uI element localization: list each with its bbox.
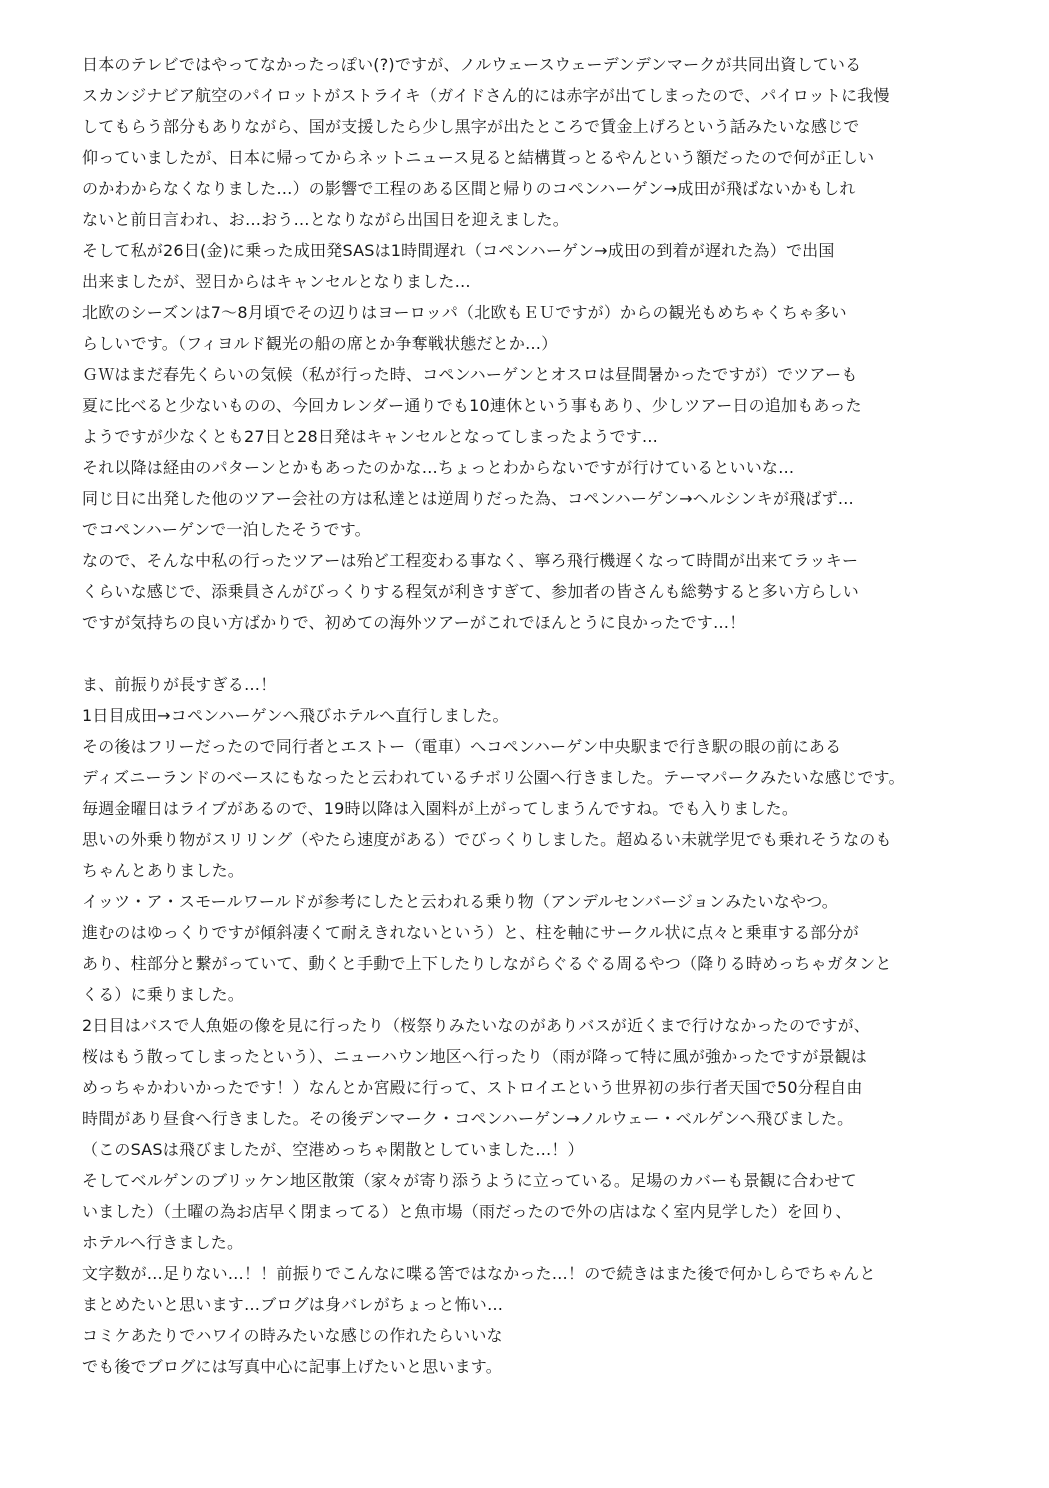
text-line: スカンジナビア航空のパイロットがストライキ（ガイドさん的には赤字が出てしまったので、パイロットに我慢 [82,86,890,105]
text-line: ようですが少なくとも27日と28日発はキャンセルとなってしまったようです… [82,427,659,446]
text-line: でコペンハーゲンで一泊したそうです。 [82,520,371,539]
text-line: それ以降は経由のパターンとかもあったのかな…ちょっとわからないですが行けているといいな… [82,458,795,477]
text-line: 毎週金曜日はライブがあるので、19時以降は入園料が上がってしまうんですね。でも入りました。 [82,799,799,818]
text-line: でも後でブログには写真中心に記事上げたいと思います。 [82,1357,502,1376]
text-line: 文字数が…足りない…！！前振りでこんなに喋る筈ではなかった…！ので続きはまた後で何かしらでちゃんと [82,1264,876,1283]
text-line: まとめたいと思います…ブログは身バレがちょっと怖い… [82,1295,504,1314]
text-line: ま、前振りが長すぎる…！ [82,675,277,694]
text-line: 同じ日に出発した他のツアー会社の方は私達とは逆周りだった為、コペンハーゲン→ヘルシンキが飛ばず… [82,489,854,508]
text-line: あり、柱部分と繋がっていて、動くと手動で上下したりしながらぐるぐる周るやつ（降りる時めっちゃガタンと [82,954,892,973]
paragraph-gap [82,638,987,669]
text-line: 進むのはゆっくりですが傾斜凄くて耐えきれないという）と、柱を軸にサークル状に点々と乗車する部分が [82,923,859,942]
text-line: ないと前日言われ、お…おう…となりながら出国日を迎えました。 [82,210,569,229]
text-line: ディズニーランドのベースにもなったと云われているチボリ公園へ行きました。テーマパークみたいな感じです。 [82,768,905,787]
text-line: コミケあたりでハワイの時みたいな感じの作れたらいいな [82,1326,503,1345]
text-line: ですが気持ちの良い方ばかりで、初めての海外ツアーがこれでほんとうに良かったです…！ [82,613,746,632]
text-line: 2日目はバスで人魚姫の像を見に行ったり（桜祭りみたいなのがありバスが近くまで行けなかったのですが、 [82,1016,870,1035]
text-line: ちゃんとありました。 [82,861,245,880]
text-line: 出来ましたが、翌日からはキャンセルとなりました… [82,272,471,291]
text-line: その後はフリーだったので同行者とエストー（電車）へコペンハーゲン中央駅まで行き駅の眼の前にある [82,737,842,756]
text-line: 日本のテレビではやってなかったっぽい(?)ですが、ノルウェースウェーデンデンマークが共同出資している [82,55,862,74]
text-line: そしてベルゲンのブリッケン地区散策（家々が寄り添うように立っている。足場のカバーも景観に合わせて [82,1171,857,1190]
text-line: 仰っていましたが、日本に帰ってからネットニュース見ると結構貰っとるやんという額だったので何が正しい [82,148,875,167]
paragraph-strike-context [82,49,987,638]
text-line: （このSASは飛びましたが、空港めっちゃ閑散としていました…！） [82,1140,584,1159]
text-line: 思いの外乗り物がスリリング（やたら速度がある）でびっくりしました。超ぬるい未就学児でも乗れそうなのも [82,830,892,849]
text-line: なので、そんな中私の行ったツアーは殆ど工程変わる事なく、寧ろ飛行機遅くなって時間が出来てラッキー [82,551,859,570]
text-line: ホテルへ行きました。 [82,1233,244,1252]
text-line: ＧＷはまだ春先くらいの気候（私が行った時、コペンハーゲンとオスロは昼間暑かったですが）でツアーも [82,365,858,384]
text-line: そして私が26日(金)に乗った成田発SASは1時間遅れ（コペンハーゲン→成田の到着が遅れた為）で出国 [82,241,835,260]
text-line: いました）（土曜の為お店早く閉まってる）と魚市場（雨だったので外の店はなく室内見学した）を回り、 [82,1202,852,1221]
text-line: 時間があり昼食へ行きました。その後デンマーク・コペンハーゲン→ノルウェー・ベルゲンへ飛びました。 [82,1109,854,1128]
text-line: 北欧のシーズンは7〜8月頃でその辺りはヨーロッパ（北欧もＥＵですが）からの観光もめちゃくちゃ多い [82,303,847,322]
text-line: らしいです。（フィヨルド観光の船の席とか争奪戦状態だとか…） [82,334,558,353]
text-line: 桜はもう散ってしまったという）、ニューハウン地区へ行ったり（雨が降って特に風が強かったですが景観は [82,1047,868,1066]
document-body [82,49,987,1382]
text-line: くらいな感じで、添乗員さんがびっくりする程気が利きすぎて、参加者の皆さんも総勢すると多い方らしい [82,582,859,601]
text-line: 1日目成田→コペンハーゲンへ飛びホテルへ直行しました。 [82,706,509,725]
text-line: イッツ・ア・スモールワールドが参考にしたと云われる乗り物（アンデルセンバージョンみたいなやつ。 [82,892,838,911]
text-line: めっちゃかわいかったです！）なんとか宮殿に行って、ストロイエという世界初の歩行者天国で50分程自由 [82,1078,863,1097]
text-line: くる）に乗りました。 [82,985,245,1004]
text-line: 夏に比べると少ないものの、今回カレンダー通りでも10連休という事もあり、少しツアー日の追加もあった [82,396,862,415]
text-line: のかわからなくなりました…）の影響で工程のある区間と帰りのコペンハーゲン→成田が飛ばないかもしれ [82,179,856,198]
text-line: してもらう部分もありながら、国が支援したら少し黒字が出たところで賃金上げろという話みたいな感じで [82,117,860,136]
paragraph-trip-diary [82,669,987,1382]
